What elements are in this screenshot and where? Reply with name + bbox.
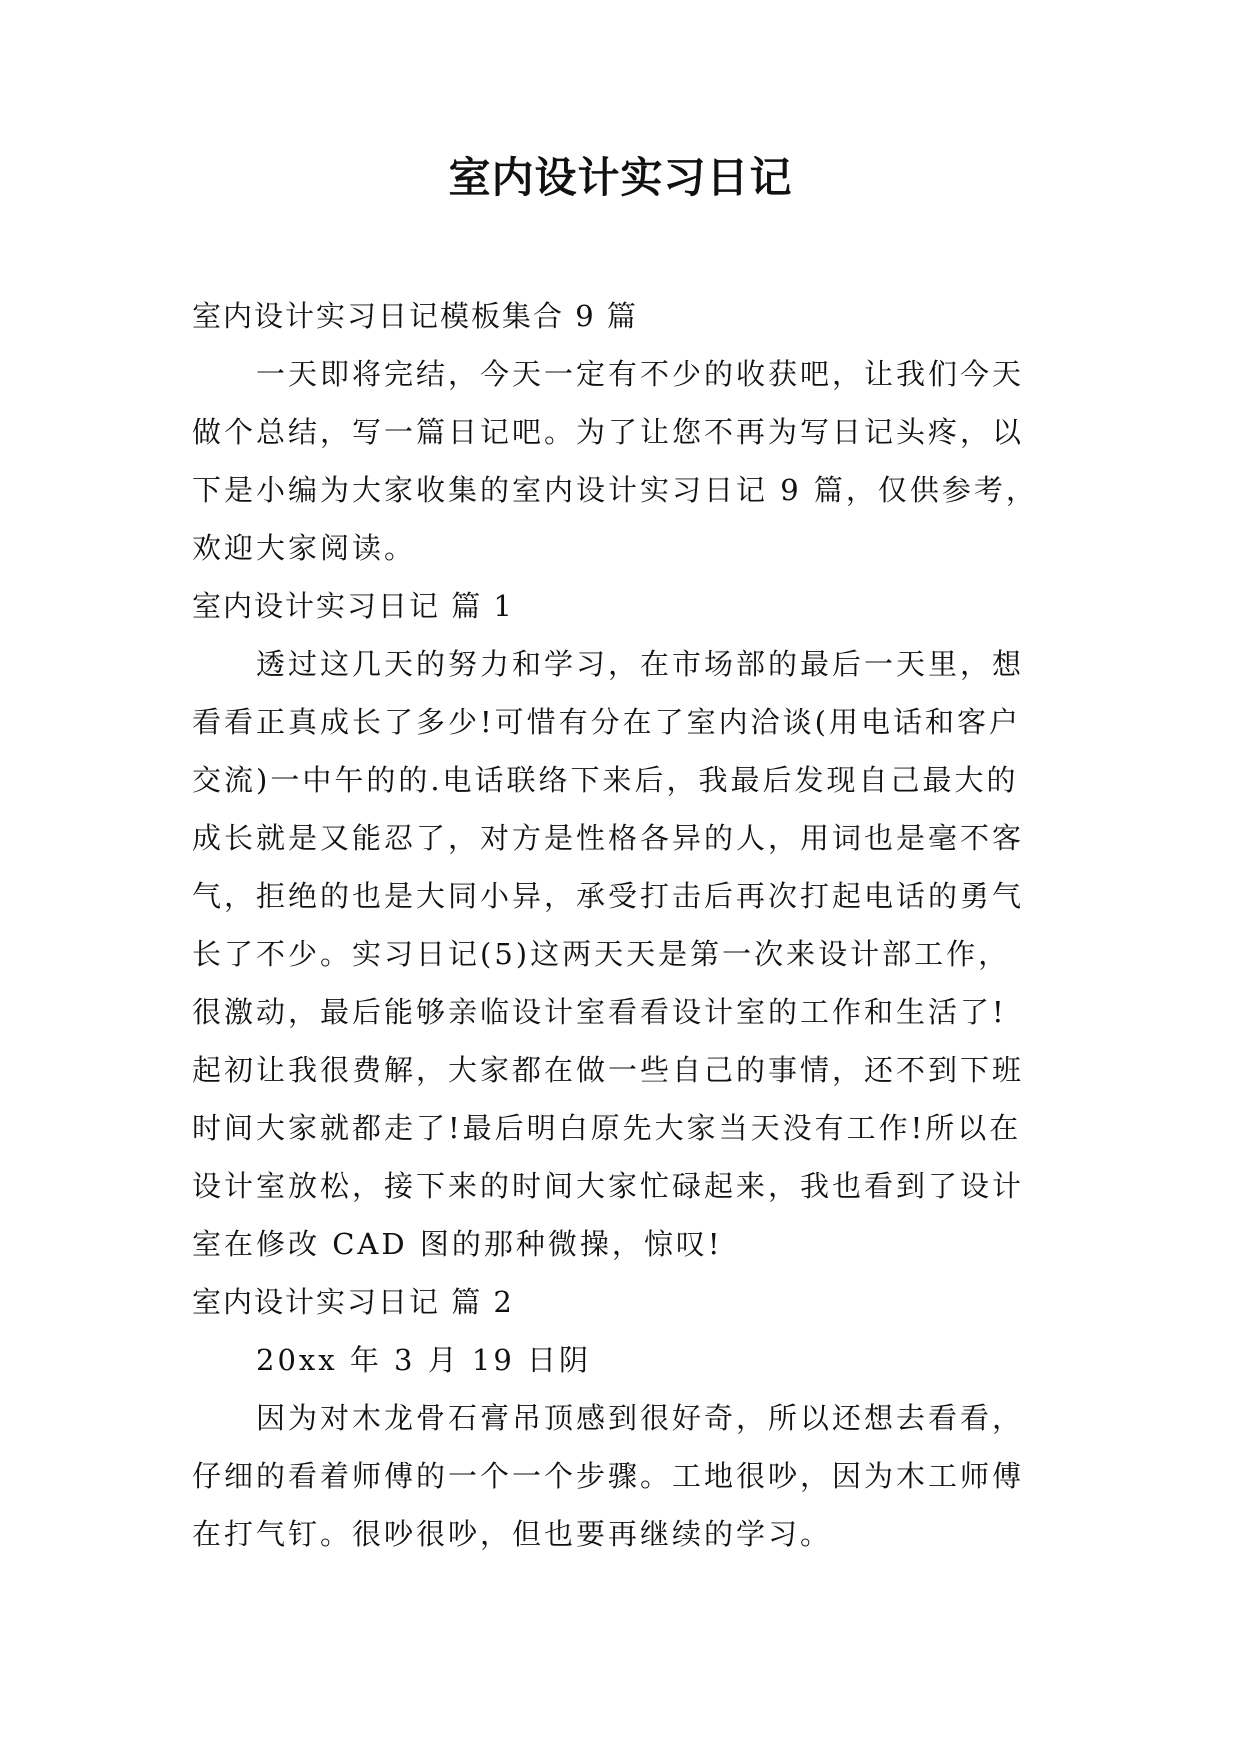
paragraph-line: 因为对木龙骨石膏吊顶感到很好奇，所以还想去看看， — [256, 1401, 1025, 1435]
paragraph-line: 长了不少。实习日记(5)这两天天是第一次来设计部工作， — [192, 937, 1011, 971]
document-body — [192, 287, 1052, 1563]
paragraph-line: 欢迎大家阅读。 — [192, 531, 417, 565]
paragraph-line: 交流)一中午的的.电话联络下来后，我最后发现自己最大的 — [192, 763, 1019, 797]
paragraph-line: 做个总结，写一篇日记吧。为了让您不再为写日记头疼，以 — [192, 415, 1025, 449]
paragraph-line: 成长就是又能忍了，对方是性格各异的人，用词也是毫不客 — [192, 821, 1025, 855]
section-heading: 室内设计实习日记 篇 2 — [192, 1285, 514, 1319]
paragraph-line: 一天即将完结，今天一定有不少的收获吧，让我们今天 — [256, 357, 1025, 391]
document-subtitle: 室内设计实习日记模板集合 9 篇 — [192, 299, 638, 333]
paragraph-line: 时间大家就都走了!最后明白原先大家当天没有工作!所以在 — [192, 1111, 1022, 1145]
paragraph-line: 看看正真成长了多少!可惜有分在了室内洽谈(用电话和客户 — [192, 705, 1021, 739]
section-heading: 室内设计实习日记 篇 1 — [192, 589, 514, 623]
paragraph-line: 室在修改 CAD 图的那种微操，惊叹! — [192, 1227, 723, 1261]
paragraph-line: 在打气钉。很吵很吵，但也要再继续的学习。 — [192, 1517, 833, 1551]
paragraph-line: 设计室放松，接下来的时间大家忙碌起来，我也看到了设计 — [192, 1169, 1025, 1203]
paragraph-line: 下是小编为大家收集的室内设计实习日记 9 篇，仅供参考， — [192, 473, 1038, 507]
paragraph-line: 起初让我很费解，大家都在做一些自己的事情，还不到下班 — [192, 1053, 1025, 1087]
document-title: 室内设计实习日记 — [448, 153, 793, 202]
paragraph-line: 仔细的看着师傅的一个一个步骤。工地很吵，因为木工师傅 — [192, 1459, 1025, 1493]
diary-date-line: 20xx 年 3 月 19 日阴 — [256, 1343, 592, 1377]
paragraph-line: 很激动，最后能够亲临设计室看看设计室的工作和生活了! — [192, 995, 1007, 1029]
paragraph-line: 气，拒绝的也是大同小异，承受打击后再次打起电话的勇气 — [192, 879, 1025, 913]
paragraph-line: 透过这几天的努力和学习，在市场部的最后一天里，想 — [256, 647, 1025, 681]
